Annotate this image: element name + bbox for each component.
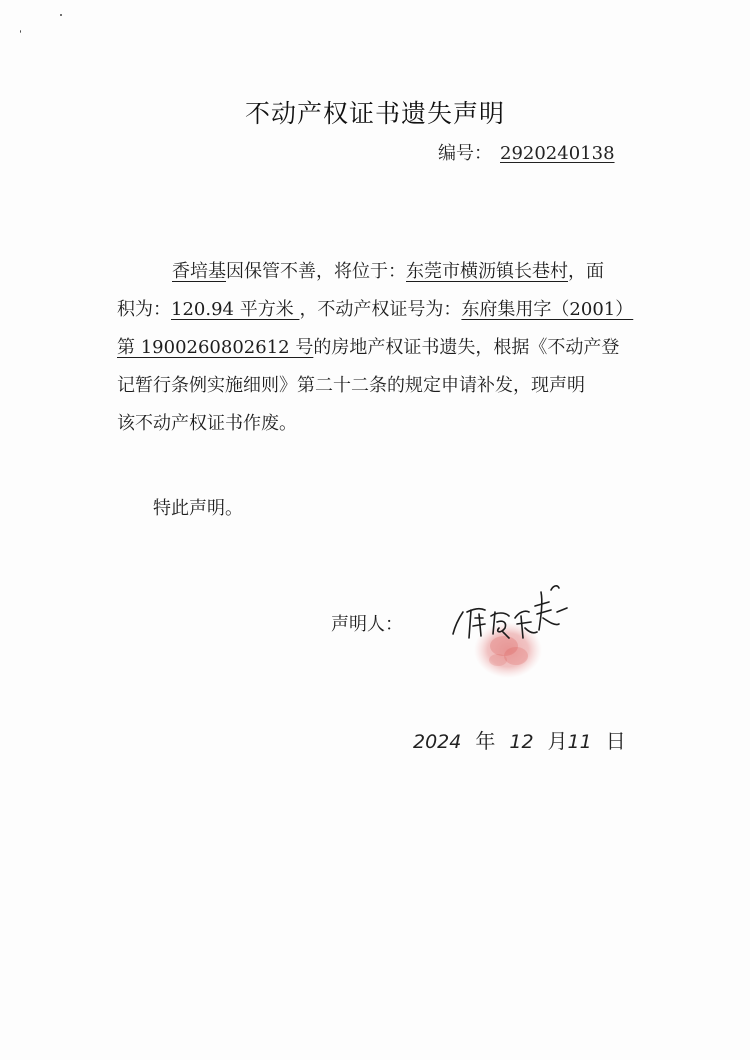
serial-number-row bbox=[438, 139, 617, 165]
serial-number: 2920240138 bbox=[500, 143, 615, 164]
closing-statement: 特此声明。 bbox=[153, 498, 243, 519]
certificate-number-part2: 第 1900260802612 号 bbox=[117, 337, 314, 358]
date-month: 12 bbox=[509, 731, 534, 753]
property-area: 120.94 平方米 bbox=[171, 299, 300, 320]
property-location: 东莞市横沥镇长巷村 bbox=[406, 261, 568, 282]
document-title: 不动产权证书遗失声明 bbox=[244, 99, 505, 128]
date-year: 2024 bbox=[413, 731, 462, 753]
date-month-unit: 月 bbox=[547, 729, 568, 753]
owner-name: 香培基 bbox=[172, 261, 226, 282]
declaration-date bbox=[413, 725, 626, 754]
date-day: 11 bbox=[567, 731, 592, 753]
date-year-unit: 年 bbox=[475, 729, 496, 753]
body-line-3 bbox=[117, 333, 619, 359]
body-line-4: 记暂行条例实施细则》第二十二条的规定申请补发，现声明 bbox=[117, 375, 585, 396]
body-line-2 bbox=[117, 295, 633, 321]
body-text: ，不动产权证号为： bbox=[299, 299, 462, 320]
date-day-unit: 日 bbox=[605, 729, 626, 753]
body-text: 因保管不善，将位于： bbox=[226, 261, 406, 282]
body-text: 积为： bbox=[117, 299, 171, 320]
scan-speck bbox=[20, 30, 21, 33]
handwritten-signature bbox=[445, 572, 575, 652]
body-text: ，面 bbox=[568, 261, 604, 282]
certificate-number-part1: 东府集用字（2001） bbox=[461, 299, 634, 320]
declarant-label: 声明人： bbox=[331, 614, 403, 635]
body-text: 的房地产权证书遗失，根据《不动产登 bbox=[313, 337, 620, 358]
body-line-5: 该不动产权证书作废。 bbox=[117, 413, 297, 434]
scan-speck bbox=[60, 14, 62, 16]
body-line-1 bbox=[172, 257, 604, 283]
serial-label: 编号： bbox=[438, 143, 492, 164]
